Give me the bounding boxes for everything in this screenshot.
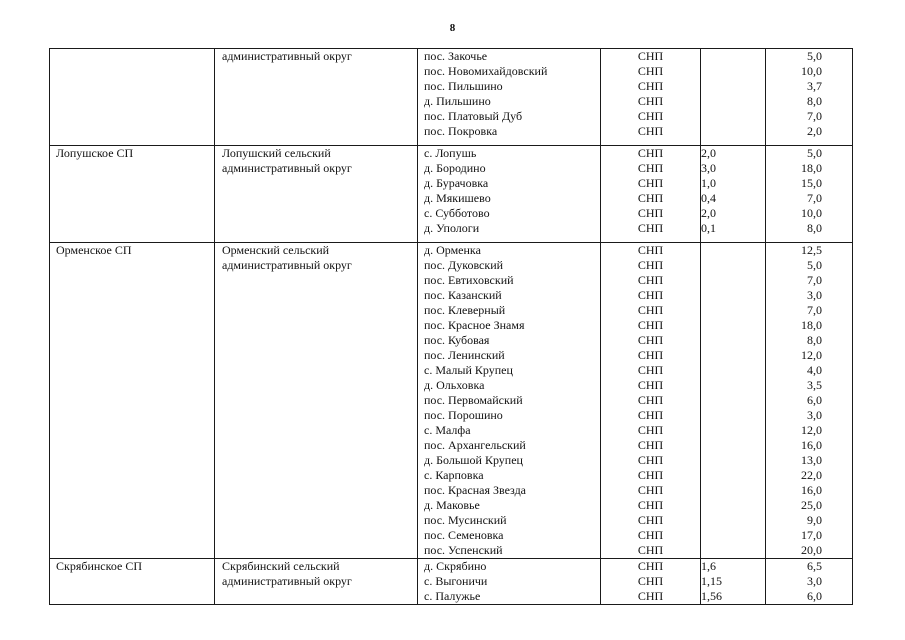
value-a: [701, 64, 765, 79]
value-a: [701, 408, 765, 423]
value-a: 0,4: [701, 191, 716, 205]
place-name: пос. Платовый Дуб: [424, 109, 523, 123]
place-name: пос. Успенский: [424, 543, 503, 557]
place-name: д. Упологи: [424, 221, 480, 235]
place-name: д. Бородино: [424, 161, 486, 175]
settlement-type: СНП: [637, 243, 664, 257]
place-name: пос. Красная Звезда: [424, 483, 527, 497]
value-b: 7,0: [807, 109, 822, 123]
value-b: 10,0: [801, 206, 822, 220]
place-name: д. Ольховка: [424, 378, 485, 392]
place-name: д. Пильшино: [424, 94, 491, 108]
value-a: 1,56: [701, 589, 722, 603]
value-a: [701, 378, 765, 393]
value-b: 22,0: [801, 468, 822, 482]
page-number: 8: [449, 22, 456, 34]
settlement-type: СНП: [637, 109, 664, 123]
value-b: 18,0: [801, 161, 822, 175]
settlement-type: СНП: [637, 221, 664, 235]
value-a: 1,6: [701, 559, 716, 573]
value-b: 3,5: [807, 378, 822, 392]
value-b-cell: [766, 243, 853, 559]
value-b: 10,0: [801, 64, 822, 78]
place-cell: [418, 559, 601, 605]
place-name: пос. Порошино: [424, 408, 503, 422]
value-b: 8,0: [807, 94, 822, 108]
value-a: [701, 348, 765, 363]
okrug-line: Орменский сельский: [222, 243, 330, 257]
value-a: [701, 363, 765, 378]
place-name: д. Мякишево: [424, 191, 491, 205]
value-b: 6,5: [807, 559, 822, 573]
value-b: 15,0: [801, 176, 822, 190]
okrug-line: административный округ: [222, 258, 352, 272]
type-cell: [601, 243, 701, 559]
place-name: пос. Новомихайдовский: [424, 64, 548, 78]
value-b: 20,0: [801, 543, 822, 557]
okrug-line: административный округ: [222, 49, 352, 63]
okrug-line: административный округ: [222, 161, 352, 175]
place-name: пос. Семеновка: [424, 528, 504, 542]
settlement-type: СНП: [637, 49, 664, 63]
sp-name-cell: [50, 49, 215, 146]
value-a: [701, 288, 765, 303]
place-name: д. Бурачовка: [424, 176, 489, 190]
place-name: пос. Мусинский: [424, 513, 507, 527]
sp-name-cell: [50, 559, 215, 605]
settlement-type: СНП: [637, 318, 664, 332]
value-b-cell: [766, 146, 853, 243]
place-name: с. Карповка: [424, 468, 484, 482]
place-name: пос. Ленинский: [424, 348, 505, 362]
settlement-type: СНП: [637, 513, 664, 527]
value-a: [701, 49, 765, 64]
settlement-type: СНП: [637, 559, 664, 573]
settlement-type: СНП: [637, 191, 664, 205]
place-cell: [418, 49, 601, 146]
value-b: 25,0: [801, 498, 822, 512]
value-a: [701, 483, 765, 498]
settlement-type: СНП: [637, 408, 664, 422]
value-b: 12,0: [801, 423, 822, 437]
place-cell: [418, 243, 601, 559]
settlement-type: СНП: [637, 146, 664, 160]
place-name: с. Субботово: [424, 206, 490, 220]
sp-name: Скрябинское СП: [56, 559, 142, 573]
place-name: пос. Покровка: [424, 124, 498, 138]
settlement-type: СНП: [637, 483, 664, 497]
settlement-type: СНП: [637, 348, 664, 362]
value-b: 13,0: [801, 453, 822, 467]
value-a: [701, 453, 765, 468]
value-b: 17,0: [801, 528, 822, 542]
sp-name: [50, 49, 214, 64]
settlement-type: СНП: [637, 378, 664, 392]
value-a: [701, 94, 765, 109]
value-a: [701, 124, 765, 139]
place-name: пос. Дуковский: [424, 258, 504, 272]
place-name: с. Малфа: [424, 423, 471, 437]
section-row: [50, 49, 853, 146]
section-row: [50, 559, 853, 605]
okrug-cell: [215, 49, 418, 146]
settlement-type: СНП: [637, 393, 664, 407]
value-b: 7,0: [807, 303, 822, 317]
place-name: пос. Архангельский: [424, 438, 526, 452]
value-a-cell: [701, 559, 766, 605]
value-b: 3,0: [807, 574, 822, 588]
place-name: с. Лопушь: [424, 146, 477, 160]
settlement-type: СНП: [637, 79, 664, 93]
sp-name: Орменское СП: [56, 243, 132, 257]
place-name: пос. Кубовая: [424, 333, 490, 347]
okrug-line: Скрябинский сельский: [222, 559, 340, 573]
value-a: [701, 498, 765, 513]
settlement-type: СНП: [637, 574, 664, 588]
settlement-type: СНП: [637, 589, 664, 603]
value-a: 0,1: [701, 221, 716, 235]
settlement-type: СНП: [637, 498, 664, 512]
place-name: с. Малый Крупец: [424, 363, 513, 377]
value-a: [701, 393, 765, 408]
type-cell: [601, 49, 701, 146]
settlement-type: СНП: [637, 288, 664, 302]
settlement-type: СНП: [637, 453, 664, 467]
value-a: [701, 109, 765, 124]
settlement-type: СНП: [637, 273, 664, 287]
value-a: 1,0: [701, 176, 716, 190]
sp-name-cell: [50, 146, 215, 243]
place-name: пос. Пильшино: [424, 79, 503, 93]
sp-name-cell: [50, 243, 215, 559]
place-name: пос. Клеверный: [424, 303, 506, 317]
value-a: [701, 243, 765, 258]
value-b-cell: [766, 49, 853, 146]
value-a: 3,0: [701, 161, 716, 175]
value-b: 6,0: [807, 393, 822, 407]
value-b: 18,0: [801, 318, 822, 332]
settlement-type: СНП: [637, 94, 664, 108]
value-b: 3,0: [807, 408, 822, 422]
section-row: [50, 146, 853, 243]
value-b: 8,0: [807, 333, 822, 347]
settlement-type: СНП: [637, 528, 664, 542]
settlements-table: [49, 48, 853, 605]
value-b: 4,0: [807, 363, 822, 377]
settlement-type: СНП: [637, 468, 664, 482]
value-a-cell: [701, 146, 766, 243]
sp-name: Лопушское СП: [56, 146, 134, 160]
place-name: с. Палужье: [424, 589, 481, 603]
value-b: 16,0: [801, 483, 822, 497]
value-b: 12,0: [801, 348, 822, 362]
place-name: пос. Закочье: [424, 49, 488, 63]
settlement-type: СНП: [637, 258, 664, 272]
value-b: 6,0: [807, 589, 822, 603]
place-name: д. Скрябино: [424, 559, 487, 573]
place-name: д. Маковье: [424, 498, 480, 512]
okrug-cell: [215, 243, 418, 559]
value-a: [701, 513, 765, 528]
settlement-type: СНП: [637, 543, 664, 557]
value-a: [701, 438, 765, 453]
value-b: 2,0: [807, 124, 822, 138]
place-name: с. Выгоничи: [424, 574, 488, 588]
value-a-cell: [701, 49, 766, 146]
settlement-type: СНП: [637, 438, 664, 452]
value-a: [701, 79, 765, 94]
place-name: д. Большой Крупец: [424, 453, 523, 467]
value-a: [701, 273, 765, 288]
settlement-type: СНП: [637, 124, 664, 138]
value-b: 5,0: [807, 49, 822, 63]
place-name: пос. Красное Знамя: [424, 318, 525, 332]
settlement-type: СНП: [637, 423, 664, 437]
value-a: [701, 318, 765, 333]
settlement-type: СНП: [637, 333, 664, 347]
okrug-cell: [215, 146, 418, 243]
place-cell: [418, 146, 601, 243]
settlement-type: СНП: [637, 176, 664, 190]
place-name: д. Орменка: [424, 243, 481, 257]
okrug-line: Лопушский сельский: [222, 146, 331, 160]
value-b: 9,0: [807, 513, 822, 527]
settlement-type: СНП: [637, 161, 664, 175]
value-b-cell: [766, 559, 853, 605]
value-a: [701, 258, 765, 273]
value-b: 12,5: [801, 243, 822, 257]
value-b: 3,0: [807, 288, 822, 302]
value-b: 5,0: [807, 258, 822, 272]
value-a: 2,0: [701, 146, 716, 160]
type-cell: [601, 146, 701, 243]
value-b: 7,0: [807, 191, 822, 205]
value-a: 1,15: [701, 574, 722, 588]
place-name: пос. Первомайский: [424, 393, 523, 407]
value-a: 2,0: [701, 206, 716, 220]
settlement-type: СНП: [637, 363, 664, 377]
settlement-type: СНП: [637, 206, 664, 220]
value-b: 16,0: [801, 438, 822, 452]
settlement-type: СНП: [637, 303, 664, 317]
value-a: [701, 543, 765, 558]
value-a: [701, 468, 765, 483]
section-row: [50, 243, 853, 559]
value-a: [701, 333, 765, 348]
place-name: пос. Казанский: [424, 288, 502, 302]
place-name: пос. Евтиховский: [424, 273, 514, 287]
value-a: [701, 528, 765, 543]
value-b: 5,0: [807, 146, 822, 160]
settlement-type: СНП: [637, 64, 664, 78]
type-cell: [601, 559, 701, 605]
value-a-cell: [701, 243, 766, 559]
value-a: [701, 303, 765, 318]
value-b: 3,7: [807, 79, 822, 93]
okrug-cell: [215, 559, 418, 605]
value-a: [701, 423, 765, 438]
okrug-line: административный округ: [222, 574, 352, 588]
value-b: 8,0: [807, 221, 822, 235]
value-b: 7,0: [807, 273, 822, 287]
